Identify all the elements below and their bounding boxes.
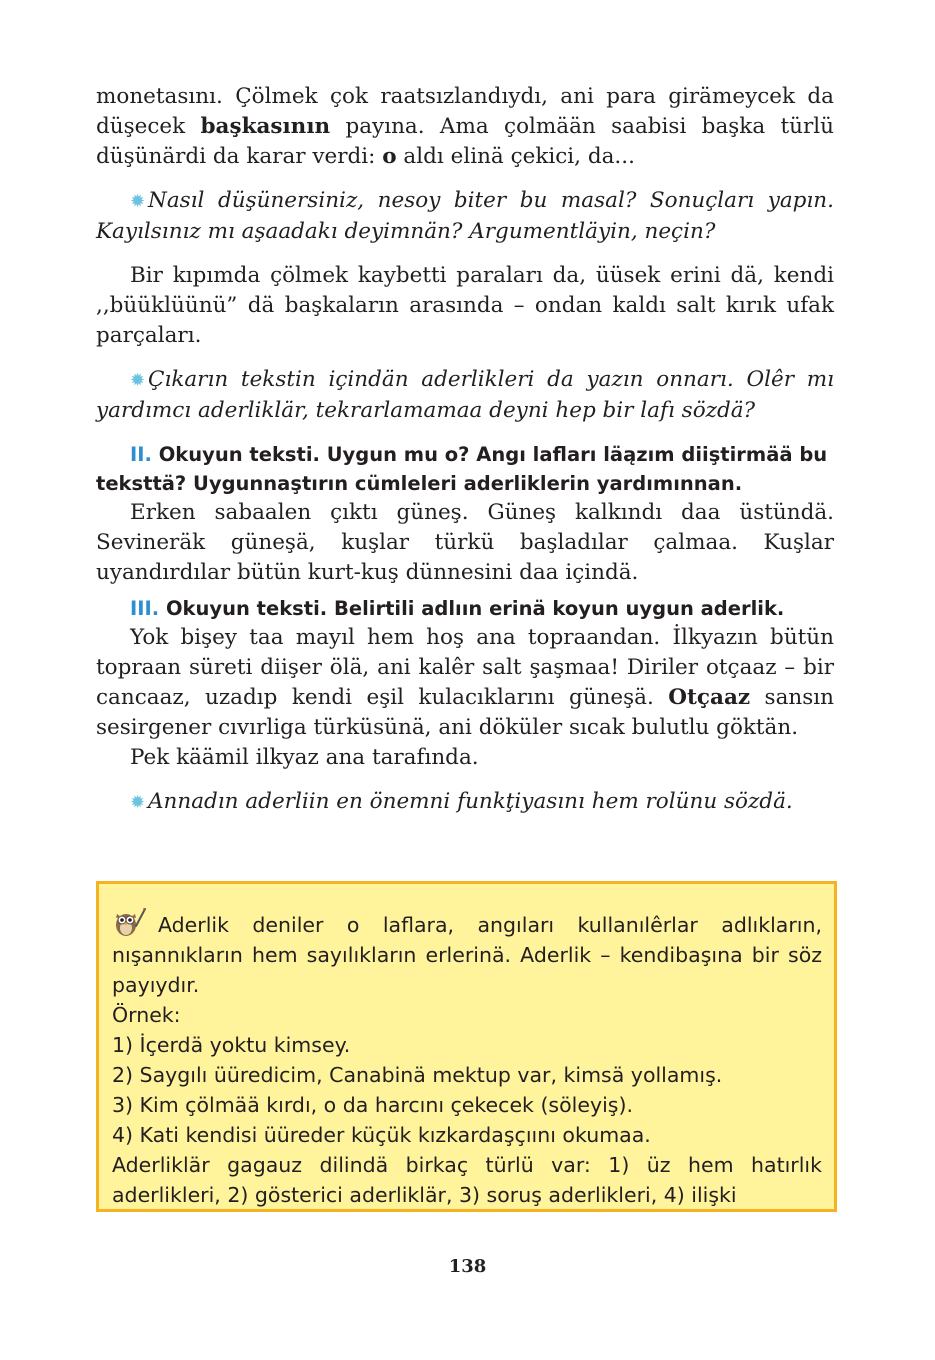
question-1 xyxy=(96,186,834,247)
exercise-paragraph-2 xyxy=(96,623,834,743)
text-run: monetasını. Çölmek çok raatsızlandıydı, ani para girämeycek da düşecek xyxy=(96,84,834,139)
task-text: Okuyun teksti. Belirtili adlıın erinä koyun uygun aderlik. xyxy=(159,597,785,620)
page-body xyxy=(96,82,834,818)
question-text: Çıkarın tekstin içindän aderlikleri da yazın onnarı. Olêr mı yardımcı aderliklär, tekrarlamamaa deyni hep bir lafı sözdä? xyxy=(96,367,834,423)
rule-example-4: 4) Kati kendisi üüreder küçük kızkardaşçıını okumaa. xyxy=(112,1123,651,1147)
bold-word: Otçaaz xyxy=(668,685,751,710)
task-text: Okuyun teksti. Uygun mu o? Angı lafları läązım diiştirmää bu teksttä? Uygunnaştırın cümleleri aderliklerin yardımınnan. xyxy=(96,443,828,495)
question-text: Nasıl düşünersiniz, nesoy biter bu masal? Sonuçları yapın. Kayılsınız mı aşaadakı deyimnän? Argumentläyin, neçin? xyxy=(96,188,834,244)
owl-icon xyxy=(112,906,146,938)
story-paragraph-2: Bir kıpımda çölmek kaybetti paraları da, üüsek erini dä, kendi ,,büüklüünü” dä başkaların arasında – ondan kaldı salt kırık ufak parçaları. xyxy=(96,263,834,348)
text-run: Yok bişey taa mayıl hem hoş ana topraandan. İlkyazın bütün topraan süreti diişer ölä, ani kalêr salt şaşmaa! Diriler otçaaz – bir cancaaz, uzadıp kendi eşil kulacıklarını güneşä. xyxy=(96,625,834,710)
task-number: II. xyxy=(130,443,152,466)
snowflake-icon: ✹ xyxy=(130,792,146,813)
exercise-paragraph-3: Pek käämil ilkyaz ana tarafında. xyxy=(130,745,479,770)
question-2 xyxy=(96,365,834,426)
exercise-paragraph-1: Erken sabaalen çıktı güneş. Güneş kalkındı daa üstündä. Sevineräk güneşä, kuşlar türkü başladılar çalmaa. Kuşlar uyandırdılar bütün kurt-kuş dünnesini daa içindä. xyxy=(96,500,834,585)
page-number: 138 xyxy=(448,1256,487,1277)
snowflake-icon: ✹ xyxy=(130,370,146,391)
rule-example-2: 2) Saygılı üüredicim, Canabinä mektup var, kimsä yollamış. xyxy=(112,1063,723,1087)
rule-outro: Aderliklär gagauz dilindä birkaç türlü var: 1) üz hem hatırlık aderlikleri, 2) gösterici aderliklär, 3) soruş aderlikleri, 4) ilişki xyxy=(112,1153,822,1207)
snowflake-icon: ✹ xyxy=(130,191,146,212)
text-run: sansın sesirgener cıvırliga türküsünä, ani döküler sıcak bulutlu göktän. xyxy=(96,685,834,740)
rule-example-1: 1) İçerdä yoktu kimsey. xyxy=(112,1033,351,1057)
rule-intro-text: Aderlik deniler o laflara, angıları kullanılêrlar adlıkların, nışannıkların hem sayılıkların erlerinä. Aderlik – kendibaşına bir söz payıydır. xyxy=(112,913,822,997)
story-paragraph-1 xyxy=(96,82,834,172)
task-2-heading xyxy=(96,440,834,498)
task-number: III. xyxy=(130,597,160,620)
text-run: payına. Ama çolmään saabisi başka türlü düşünärdi da karar verdi: xyxy=(96,114,834,169)
rule-example-3: 3) Kim çölmää kırdı, o da harcını çekecek (söleyiş). xyxy=(112,1093,633,1117)
bold-word: başkasının xyxy=(200,114,331,139)
question-3 xyxy=(96,787,834,818)
rule-example-title: Örnek: xyxy=(112,1003,181,1027)
rule-intro xyxy=(112,906,822,1000)
text-run: aldı elinä çekici, da... xyxy=(396,144,635,169)
bold-word: o xyxy=(382,144,397,169)
task-3-heading xyxy=(96,594,834,623)
grammar-rule-box xyxy=(96,881,837,1212)
question-text: Annadın aderliin en önemni funkţiyasını hem rolünu sözdä. xyxy=(148,789,793,814)
